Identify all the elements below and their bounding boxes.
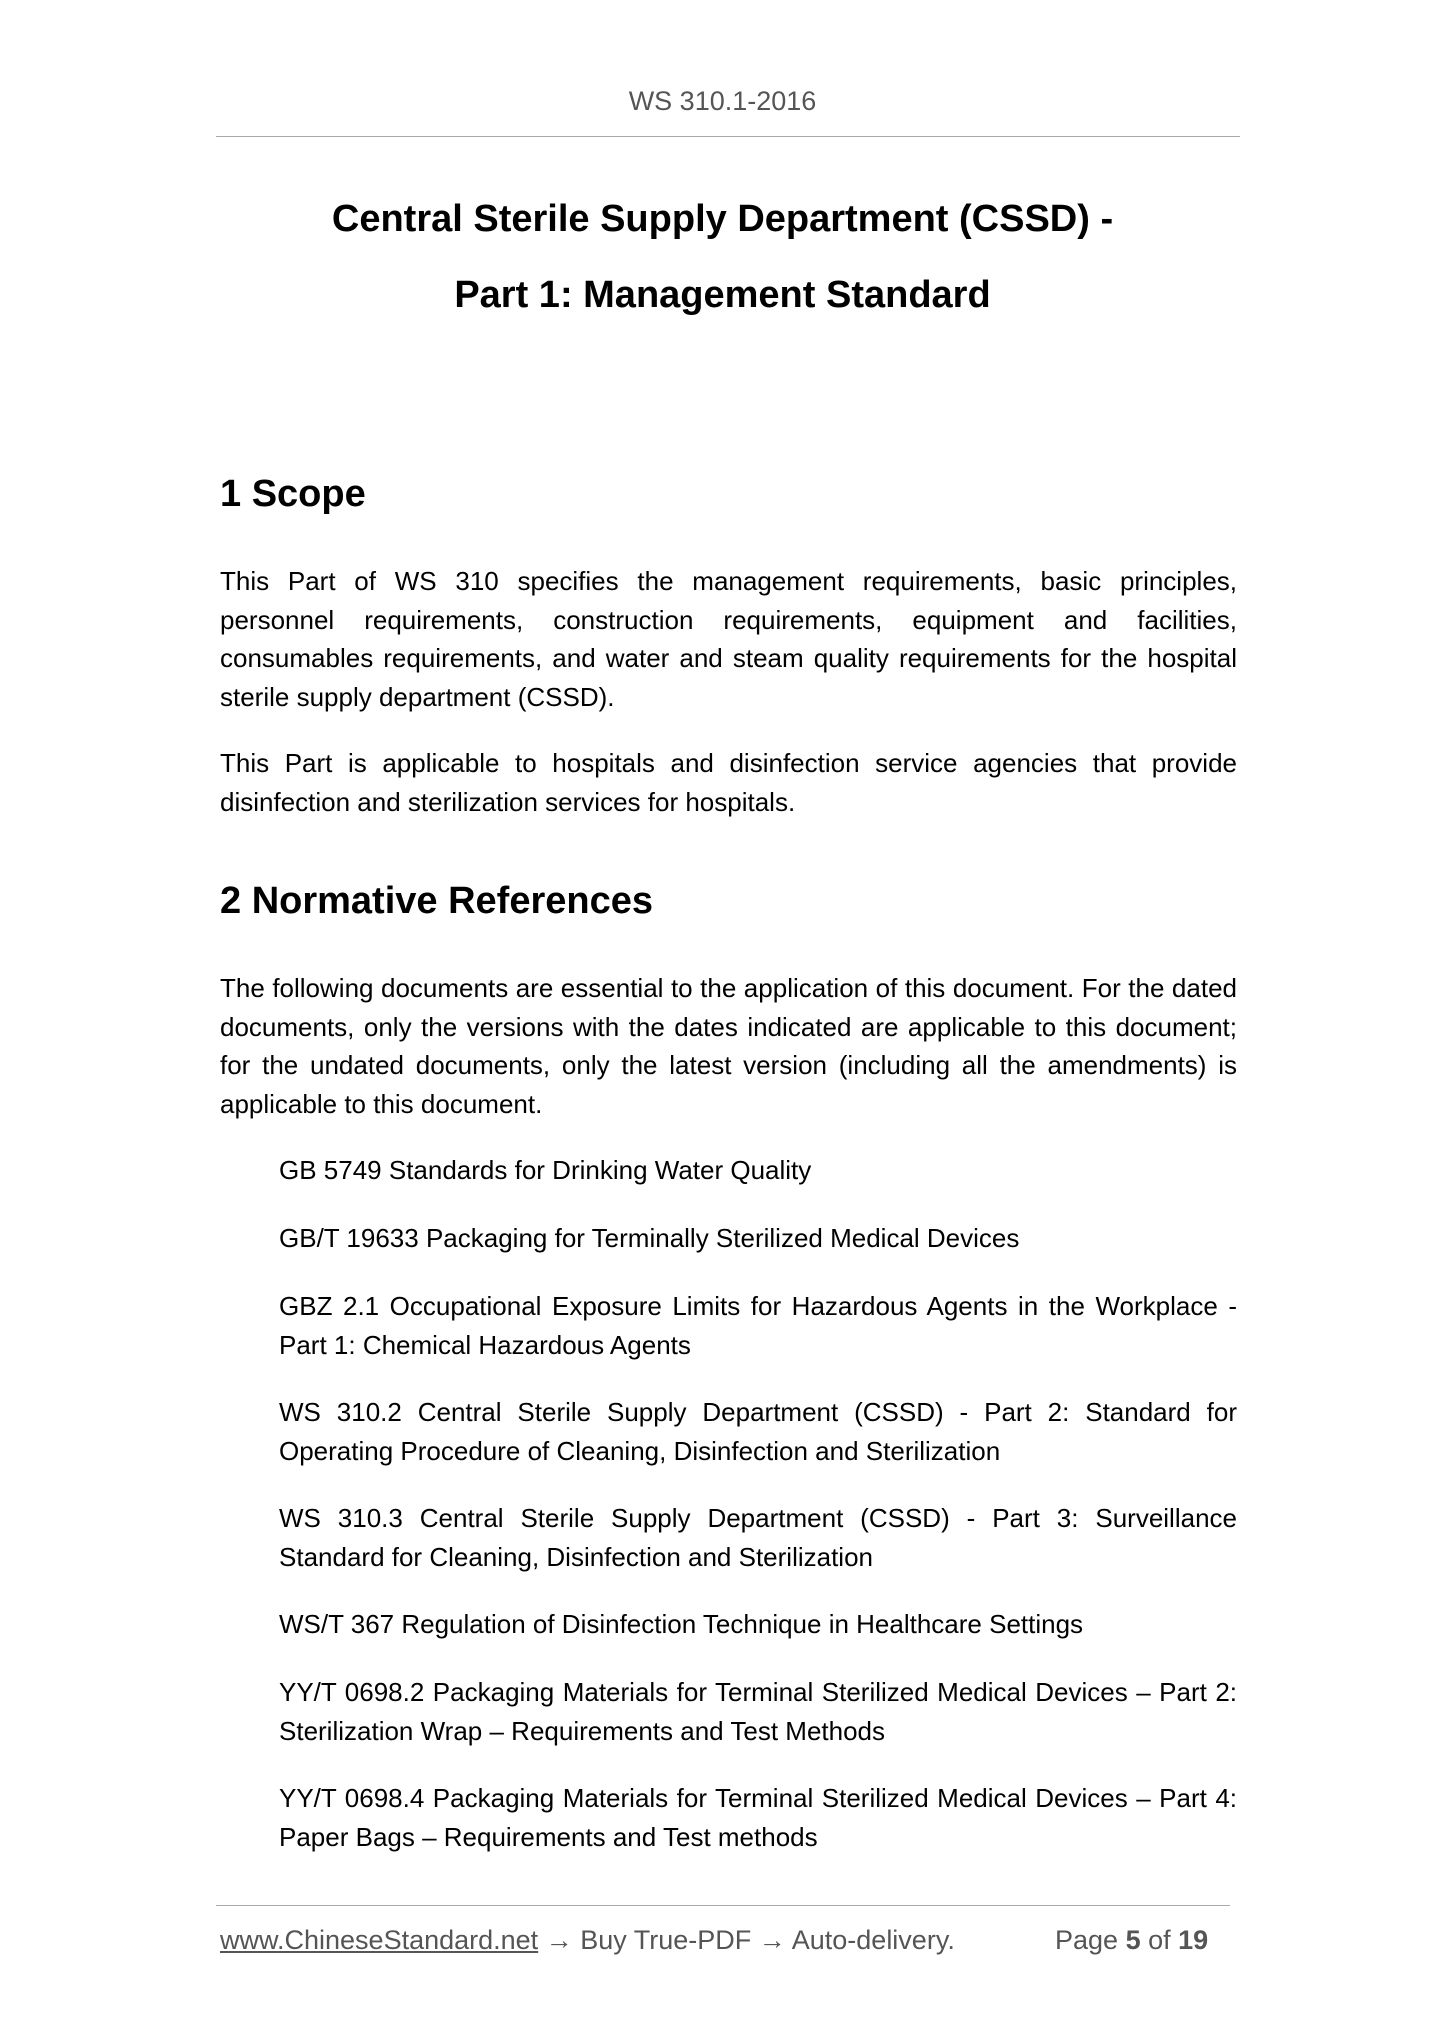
reference-item-wst-367: WS/T 367 Regulation of Disinfection Technique in Healthcare Settings	[279, 1609, 1084, 1639]
reference-item-ws-310-3: WS 310.3 Central Sterile Supply Department (CSSD) - Part 3: Surveillance Standard for Cleaning, Disinfection and Sterilization	[279, 1503, 1237, 1572]
reference-item-gb-5749: GB 5749 Standards for Drinking Water Quality	[279, 1155, 812, 1185]
reference-item-ws-310-2: WS 310.2 Central Sterile Supply Department (CSSD) - Part 2: Standard for Operating Procedure of Cleaning, Disinfection and Sterilization	[279, 1397, 1237, 1466]
page-of-label: of	[1140, 1925, 1179, 1955]
footer-page-number	[1055, 1925, 1208, 1956]
footer-promo	[220, 1925, 955, 1956]
section-2-heading: 2 Normative References	[220, 880, 653, 922]
title-line-1: Central Sterile Supply Department (CSSD) -	[331, 198, 1114, 240]
reference-item-gbt-19633: GB/T 19633 Packaging for Terminally Sterilized Medical Devices	[279, 1223, 1020, 1253]
reference-item-yyt-0698-4: YY/T 0698.4 Packaging Materials for Terminal Sterilized Medical Devices – Part 4: Paper Bags – Requirements and Test methods	[279, 1783, 1237, 1852]
footer-website-link[interactable]: www.ChineseStandard.net	[220, 1925, 539, 1955]
references-intro: The following documents are essential to the application of this document. For the dated documents, only the versions with the dates indicated are applicable to this document; for the undated documents, only the latest version (including all the amendments) is applicable to this document.	[220, 973, 1237, 1119]
scope-paragraph-1: This Part of WS 310 specifies the management requirements, basic principles, personnel requirements, construction requirements, equipment and facilities, consumables requirements, and water and steam quality requirements for the hospital sterile supply department (CSSD).	[220, 566, 1237, 712]
reference-item-yyt-0698-2: YY/T 0698.2 Packaging Materials for Terminal Sterilized Medical Devices – Part 2: Sterilization Wrap – Requirements and Test Methods	[279, 1677, 1237, 1746]
footer-tagline: → Buy True-PDF → Auto-delivery.	[538, 1925, 955, 1955]
scope-paragraph-2: This Part is applicable to hospitals and disinfection service agencies that provide disinfection and sterilization services for hospitals.	[220, 748, 1237, 817]
title-line-2: Part 1: Management Standard	[454, 274, 991, 316]
footer-divider	[216, 1905, 1230, 1906]
section-1-heading: 1 Scope	[220, 473, 366, 515]
header-divider	[216, 136, 1240, 137]
reference-item-gbz-2-1: GBZ 2.1 Occupational Exposure Limits for Hazardous Agents in the Workplace - Part 1: Chemical Hazardous Agents	[279, 1291, 1237, 1360]
page-label: Page	[1055, 1925, 1126, 1955]
page-current: 5	[1125, 1925, 1141, 1955]
page-total: 19	[1178, 1925, 1209, 1955]
header-doc-id: WS 310.1-2016	[628, 86, 817, 116]
